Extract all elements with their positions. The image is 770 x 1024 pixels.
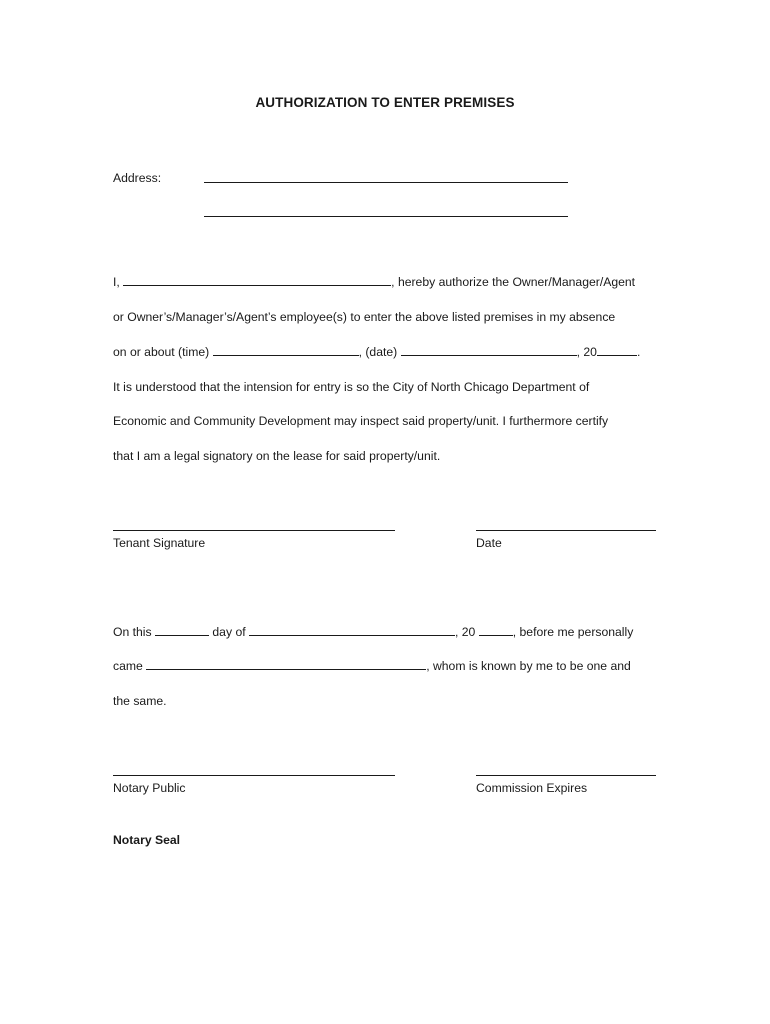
authorization-line-4: It is understood that the intension for entry is so the City of North Chicago Department of — [113, 380, 590, 394]
authorization-line-2: or Owner’s/Manager’s/Agent’s employee(s) to enter the above listed premises in my absence — [113, 310, 616, 324]
authorization-suffix: , hereby authorize the Owner/Manager/Agent — [391, 275, 636, 289]
tenant-name-blank[interactable] — [123, 274, 391, 286]
person-name-blank[interactable] — [146, 658, 426, 670]
document-title: AUTHORIZATION TO ENTER PREMISES — [255, 95, 515, 110]
commission-expires-line[interactable] — [476, 775, 656, 776]
date-label: Date — [476, 536, 502, 550]
time-blank[interactable] — [213, 344, 359, 356]
notary-year-prefix: , 20 — [455, 625, 476, 639]
address-label: Address: — [113, 171, 162, 185]
on-this-text: On this — [113, 625, 152, 639]
day-blank[interactable] — [155, 624, 209, 636]
date-signature-line[interactable] — [476, 530, 656, 531]
time-label: on or about (time) — [113, 345, 210, 359]
date-blank[interactable] — [401, 344, 577, 356]
year-blank[interactable] — [597, 344, 637, 356]
authorization-line-5: Economic and Community Development may inspect said property/unit. I furthermore certify — [113, 414, 609, 428]
notary-public-line[interactable] — [113, 775, 395, 776]
notary-line-1 — [113, 624, 633, 640]
notary-line-2 — [113, 658, 631, 674]
authorization-line-1 — [113, 274, 635, 290]
address-line-2[interactable] — [204, 216, 568, 217]
day-of-text: day of — [212, 625, 246, 639]
notary-line-3: the same. — [113, 694, 167, 708]
month-blank[interactable] — [249, 624, 455, 636]
year-prefix: , 20 — [576, 345, 597, 359]
before-me-text: , before me personally — [512, 625, 634, 639]
authorization-line-6: that I am a legal signatory on the lease for said property/unit. — [113, 449, 441, 463]
authorization-line-3 — [113, 344, 640, 360]
tenant-signature-label: Tenant Signature — [113, 536, 206, 550]
date-label-inline: , (date) — [358, 345, 398, 359]
period: . — [636, 345, 641, 359]
known-by-me-text: , whom is known by me to be one and — [426, 659, 631, 673]
came-text: came — [113, 659, 143, 673]
address-line-1[interactable] — [204, 182, 568, 183]
notary-year-blank[interactable] — [479, 624, 513, 636]
notary-public-label: Notary Public — [113, 781, 186, 795]
tenant-signature-line[interactable] — [113, 530, 395, 531]
notary-seal-label: Notary Seal — [113, 833, 181, 847]
authorization-prefix: I, — [113, 275, 120, 289]
commission-expires-label: Commission Expires — [476, 781, 588, 795]
